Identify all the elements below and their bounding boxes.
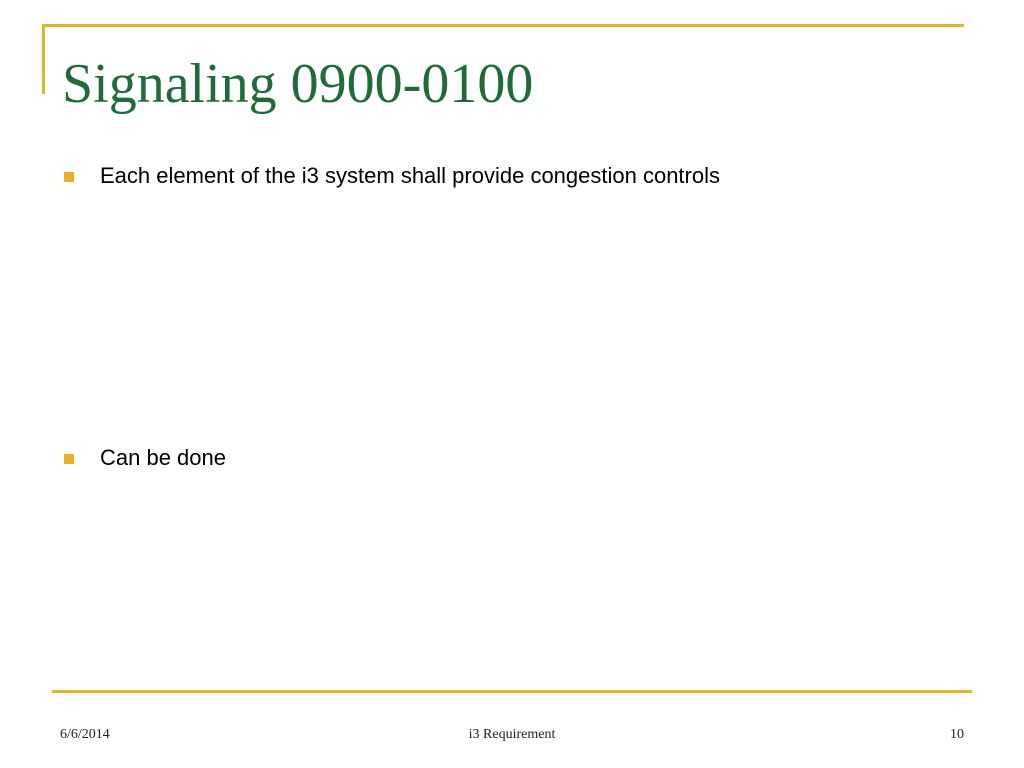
frame-left-rule (42, 24, 45, 94)
footer-rule (52, 690, 972, 693)
bullet-item (64, 444, 964, 474)
bullet-item (64, 162, 964, 192)
bullet-text: Each element of the i3 system shall provide congestion controls (100, 163, 720, 188)
bullet-text: Can be done (100, 445, 226, 470)
page-number: 10 (950, 727, 964, 742)
footer-date: 6/6/2014 (60, 727, 110, 742)
slide-title: Signaling 0900-0100 (62, 53, 534, 115)
footer-title: i3 Requirement (468, 727, 556, 742)
frame-top-rule (42, 24, 964, 27)
square-bullet-icon (64, 454, 74, 464)
square-bullet-icon (64, 172, 74, 182)
